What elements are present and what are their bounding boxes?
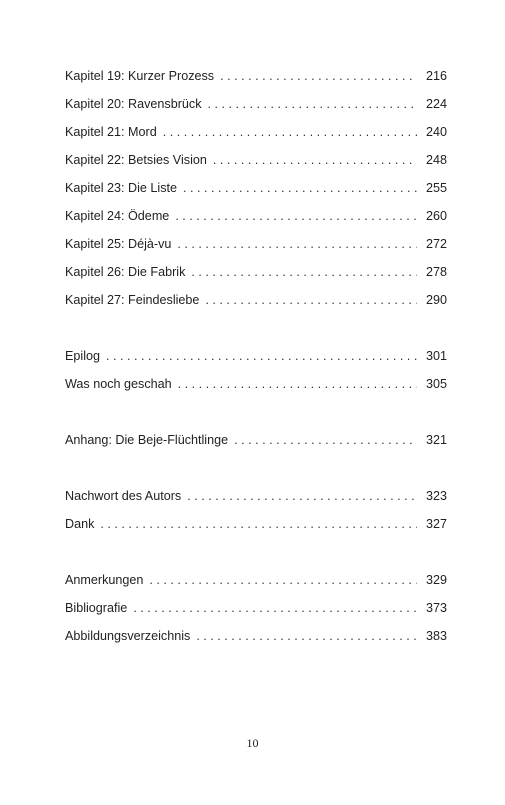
toc-dot-leader (177, 230, 417, 258)
toc-entry-page: 301 (425, 349, 447, 363)
toc-entry-title: Bibliografie (65, 601, 128, 615)
toc-dot-leader (133, 594, 417, 622)
toc-entry-page: 224 (425, 97, 447, 111)
toc-entry (65, 426, 447, 454)
toc-dot-leader (196, 622, 417, 650)
toc-dot-leader (149, 566, 417, 594)
toc-entry-title: Kapitel 20: Ravensbrück (65, 97, 202, 111)
page-number: 10 (246, 736, 259, 750)
toc-entry-page: 383 (425, 629, 447, 643)
toc-entry (65, 90, 447, 118)
toc-entry-title: Kapitel 27: Feindesliebe (65, 293, 200, 307)
toc-entry (65, 174, 447, 202)
toc-entry-page: 327 (425, 517, 447, 531)
toc-entry-title: Nachwort des Autors (65, 489, 182, 503)
toc-entry-title: Kapitel 25: Déjà-vu (65, 237, 172, 251)
toc-entry-title: Dank (65, 517, 95, 531)
toc-entry-page: 373 (425, 601, 447, 615)
toc-entry (65, 230, 447, 258)
toc-entry-title: Kapitel 24: Ödeme (65, 209, 170, 223)
toc-entry (65, 258, 447, 286)
toc-entry-title: Kapitel 22: Betsies Vision (65, 153, 207, 167)
toc-entry-page: 216 (425, 69, 447, 83)
toc-entry-page: 290 (425, 293, 447, 307)
toc-entry-page: 248 (425, 153, 447, 167)
toc-entry-title: Was noch geschah (65, 377, 172, 391)
toc-dot-leader (175, 202, 417, 230)
toc-entry-title: Abbildungsverzeichnis (65, 629, 191, 643)
toc-entry-page: 260 (425, 209, 447, 223)
toc-entry-page: 329 (425, 573, 447, 587)
toc-entry-title: Anmerkungen (65, 573, 144, 587)
toc-dot-leader (178, 370, 417, 398)
toc-entry (65, 62, 447, 90)
toc-dot-leader (187, 482, 417, 510)
toc-entry-page: 255 (425, 181, 447, 195)
toc-dot-leader (205, 286, 417, 314)
toc-entry-title: Anhang: Die Beje-Flüchtlinge (65, 433, 229, 447)
toc-entry (65, 118, 447, 146)
toc-entry-title: Kapitel 21: Mord (65, 125, 157, 139)
toc-dot-leader (191, 258, 417, 286)
toc-entry (65, 342, 447, 370)
toc-entry (65, 594, 447, 622)
toc-entry (65, 370, 447, 398)
toc-entry (65, 510, 447, 538)
toc-entry-page: 321 (425, 433, 447, 447)
table-of-contents (65, 62, 447, 650)
toc-entry (65, 482, 447, 510)
toc-dot-leader (100, 510, 417, 538)
toc-entry-title: Kapitel 19: Kurzer Prozess (65, 69, 215, 83)
toc-dot-leader (208, 90, 417, 118)
toc-entry-page: 278 (425, 265, 447, 279)
toc-group-spacer (65, 538, 447, 566)
toc-dot-leader (234, 426, 417, 454)
toc-group-spacer (65, 314, 447, 342)
toc-dot-leader (163, 118, 417, 146)
toc-entry-page: 272 (425, 237, 447, 251)
toc-entry (65, 286, 447, 314)
toc-entry (65, 622, 447, 650)
toc-entry-title: Epilog (65, 349, 101, 363)
toc-dot-leader (220, 62, 417, 90)
toc-entry-page: 305 (425, 377, 447, 391)
toc-entry-title: Kapitel 23: Die Liste (65, 181, 178, 195)
toc-entry-page: 240 (425, 125, 447, 139)
toc-dot-leader (106, 342, 417, 370)
toc-entry (65, 146, 447, 174)
toc-dot-leader (183, 174, 417, 202)
toc-entry-page: 323 (425, 489, 447, 503)
toc-entry (65, 566, 447, 594)
toc-group-spacer (65, 398, 447, 426)
toc-dot-leader (213, 146, 417, 174)
toc-entry (65, 202, 447, 230)
toc-group-spacer (65, 454, 447, 482)
toc-entry-title: Kapitel 26: Die Fabrik (65, 265, 186, 279)
